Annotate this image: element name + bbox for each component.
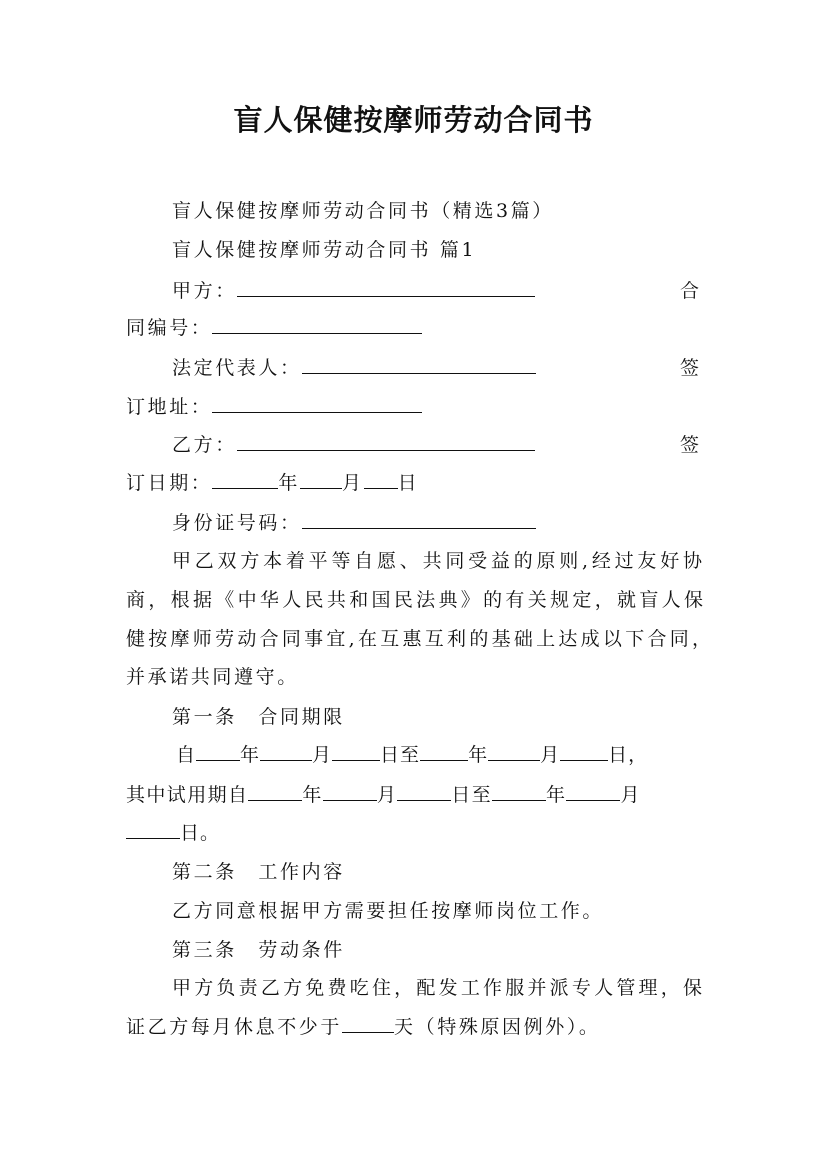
sign-date-label-1: 签 bbox=[680, 434, 700, 456]
to-text: 日至 bbox=[451, 784, 493, 806]
contract-no-line bbox=[126, 315, 706, 341]
term-start-year-blank bbox=[196, 742, 240, 761]
sign-place-line bbox=[126, 394, 706, 420]
sign-place-blank bbox=[212, 394, 422, 413]
sign-date-line bbox=[126, 470, 706, 496]
probation-end-day-blank bbox=[126, 820, 180, 839]
para1-line4: 并承诺共同遵守。 bbox=[126, 666, 299, 688]
term-end-day-blank bbox=[560, 742, 608, 761]
year-text: 年 bbox=[278, 472, 301, 494]
term-end-month-blank bbox=[488, 742, 540, 761]
article3-heading: 第三条 劳动条件 bbox=[172, 939, 345, 961]
party-b-line bbox=[172, 432, 752, 458]
rest-days-text: 证乙方每月休息不少于 bbox=[126, 1016, 343, 1038]
id-line bbox=[172, 510, 752, 536]
legal-rep-blank bbox=[302, 355, 536, 374]
year-text: 年 bbox=[240, 744, 261, 766]
sign-year-blank bbox=[212, 470, 278, 489]
comma-text: 日， bbox=[608, 744, 649, 766]
sign-month-blank bbox=[300, 470, 342, 489]
end-text: 日。 bbox=[180, 822, 221, 844]
rest-days-suffix: 天（特殊原因例外）。 bbox=[394, 1016, 601, 1038]
month-text: 月 bbox=[540, 744, 561, 766]
article3-line1: 甲方负责乙方免费吃住，配发工作服并派专人管理，保 bbox=[172, 977, 702, 999]
probation-end-month-blank bbox=[566, 782, 620, 801]
to-text: 日至 bbox=[380, 744, 421, 766]
month-text: 月 bbox=[376, 784, 398, 806]
article1-term-line bbox=[176, 742, 756, 768]
para1-line2: 商，根据《中华人民共和国民法典》的有关规定，就盲人保 bbox=[126, 589, 703, 611]
month-text: 月 bbox=[312, 744, 333, 766]
party-b-blank bbox=[237, 432, 535, 451]
party-b-label: 乙方： bbox=[172, 434, 237, 456]
probation-end-year-blank bbox=[492, 782, 546, 801]
day-text: 日 bbox=[397, 472, 420, 494]
legal-rep-label: 法定代表人： bbox=[172, 357, 302, 379]
from-text: 自 bbox=[176, 744, 197, 766]
document-title: 盲人保健按摩师劳动合同书 bbox=[233, 103, 594, 137]
contract-no-label-1: 合 bbox=[680, 280, 700, 302]
sign-date-label-2: 订日期： bbox=[126, 472, 213, 494]
party-a-label: 甲方： bbox=[172, 280, 237, 302]
article1-end-line bbox=[126, 820, 706, 846]
para1-line1: 甲乙双方本着平等自愿、共同受益的原则,经过友好协 bbox=[172, 550, 702, 572]
article1-probation-line bbox=[126, 782, 706, 808]
party-a-line bbox=[172, 278, 752, 304]
year-text: 年 bbox=[468, 744, 489, 766]
article1-heading: 第一条 合同期限 bbox=[172, 706, 345, 728]
sign-place-label-2: 订地址： bbox=[126, 396, 213, 418]
month-text: 月 bbox=[342, 472, 364, 494]
sign-day-blank bbox=[364, 470, 398, 489]
term-start-month-blank bbox=[260, 742, 312, 761]
article2-text: 乙方同意根据甲方需要担任按摩师岗位工作。 bbox=[172, 900, 605, 922]
id-blank bbox=[302, 510, 536, 529]
year-text: 年 bbox=[302, 784, 323, 806]
subtitle: 盲人保健按摩师劳动合同书（精选3篇） bbox=[172, 200, 554, 222]
sign-place-label-1: 签 bbox=[680, 357, 700, 379]
term-start-day-blank bbox=[332, 742, 380, 761]
section-heading: 盲人保健按摩师劳动合同书 篇1 bbox=[172, 239, 477, 261]
article2-heading: 第二条 工作内容 bbox=[172, 861, 345, 883]
article3-line2 bbox=[126, 1014, 706, 1040]
para1-line3: 健按摩师劳动合同事宜,在互惠互利的基础上达成以下合同， bbox=[126, 628, 711, 650]
legal-rep-line bbox=[172, 355, 752, 381]
probation-text: 其中试用期自 bbox=[126, 784, 249, 806]
term-end-year-blank bbox=[420, 742, 468, 761]
probation-start-day-blank bbox=[397, 782, 451, 801]
contract-no-label-2: 同编号： bbox=[126, 317, 213, 339]
month-text: 月 bbox=[620, 784, 641, 806]
probation-start-year-blank bbox=[248, 782, 302, 801]
rest-days-blank bbox=[342, 1014, 394, 1033]
id-label: 身份证号码： bbox=[172, 512, 302, 534]
contract-no-blank bbox=[212, 315, 422, 334]
party-a-blank bbox=[237, 278, 535, 297]
probation-start-month-blank bbox=[323, 782, 377, 801]
year-text: 年 bbox=[546, 784, 567, 806]
